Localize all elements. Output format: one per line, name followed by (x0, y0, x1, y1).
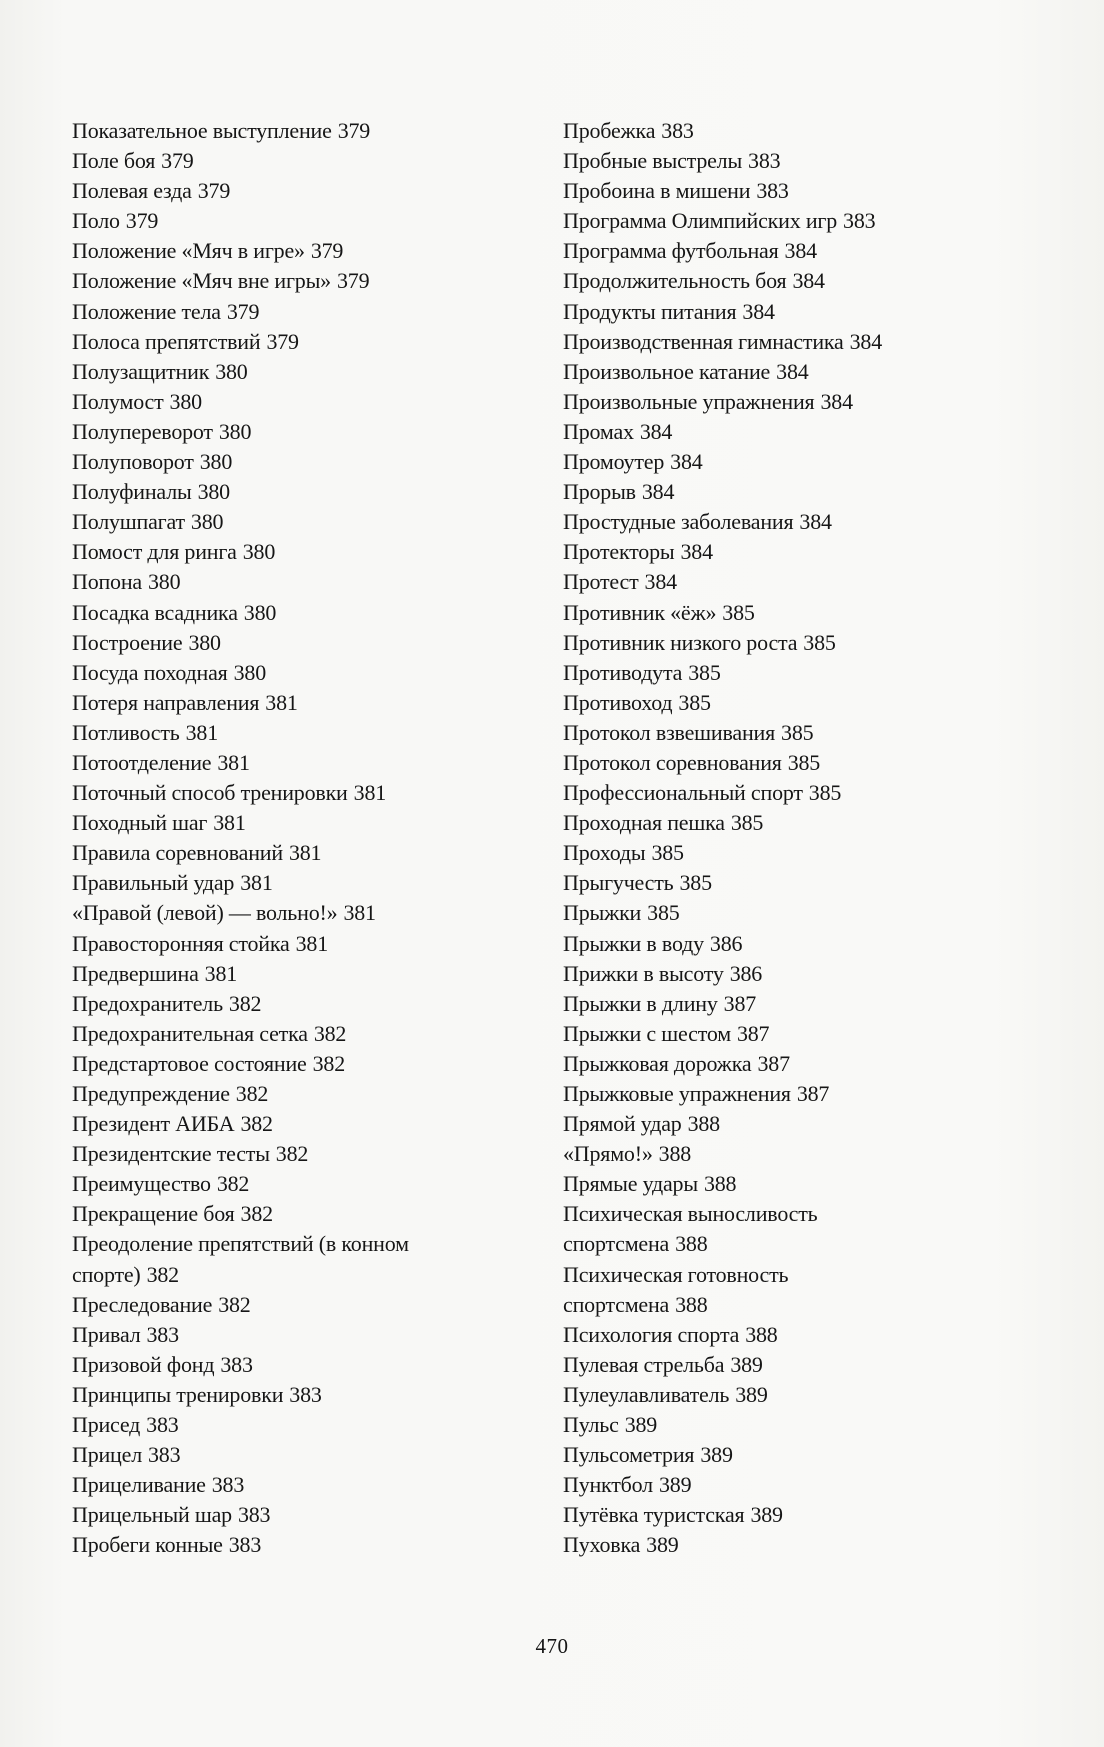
index-page-ref: 381 (213, 810, 246, 836)
index-term: Потливость (72, 719, 180, 745)
index-entry (563, 1139, 1043, 1169)
index-term-continuation-text: спортсмена (563, 1291, 670, 1317)
index-term: Продолжительность боя (563, 268, 787, 294)
index-entry (563, 266, 1043, 296)
index-entry (72, 688, 552, 718)
index-term: Противоход (563, 689, 673, 715)
index-page-ref: 381 (185, 719, 219, 745)
index-entry (72, 868, 552, 898)
index-entry (72, 778, 552, 808)
index-page-ref: 384 (820, 388, 853, 414)
index-term: Проходная пешка (563, 810, 725, 836)
index-entry (72, 1199, 552, 1229)
index-page-ref: 382 (218, 1291, 251, 1317)
index-entry (563, 688, 1043, 718)
index-term: Программа Олимпийских игр (563, 208, 838, 234)
index-entry (563, 1019, 1043, 1049)
index-term: Полуфиналы (72, 479, 192, 505)
index-term: Прыжки в воду (563, 930, 704, 956)
index-term: Привал (72, 1321, 141, 1347)
index-term: Преодоление препятствий (в конном (72, 1231, 409, 1257)
index-page-ref: 381 (343, 900, 376, 926)
index-page-ref: 384 (670, 449, 703, 475)
index-entry (72, 1139, 552, 1169)
index-term: Полуповорот (72, 449, 194, 475)
index-entry (563, 146, 1043, 176)
index-term: Психическая готовность (563, 1261, 789, 1287)
index-term: Потеря направления (72, 689, 260, 715)
index-term: Помост для ринга (72, 539, 237, 565)
index-page-ref: 380 (233, 659, 266, 685)
index-page-ref: 383 (748, 148, 781, 174)
index-page-ref: 379 (125, 208, 159, 234)
index-page-ref: 385 (722, 599, 755, 625)
index-term: Протокол соревнования (563, 749, 782, 775)
index-page-ref: 385 (730, 810, 764, 836)
index-page-ref: 379 (336, 268, 370, 294)
index-entry (563, 537, 1043, 567)
index-term: Президент АИБА (72, 1111, 235, 1137)
index-term: Показательное выступление (72, 118, 332, 143)
index-term: Преследование (72, 1291, 213, 1317)
index-term: Полумост (72, 388, 164, 414)
index-page-ref: 385 (647, 900, 680, 926)
index-entry (563, 929, 1043, 959)
index-page-ref: 387 (723, 990, 757, 1016)
index-entry (72, 537, 552, 567)
index-page-ref: 384 (680, 539, 713, 565)
index-page-ref: 385 (781, 719, 814, 745)
index-term: Предупреждение (72, 1081, 230, 1106)
index-page-ref: 382 (312, 1050, 345, 1076)
index-term: Противник «ёж» (563, 599, 717, 625)
index-page-ref: 382 (146, 1261, 179, 1287)
index-page-ref: 384 (776, 358, 809, 384)
index-page-ref: 386 (729, 960, 763, 986)
index-term: Призовой фонд (72, 1351, 215, 1377)
index-page-ref: 384 (644, 569, 677, 595)
index-term: Противник низкого роста (563, 629, 798, 655)
index-page-ref: 381 (240, 870, 273, 896)
index-entry (72, 1290, 552, 1320)
index-entry (563, 1440, 1043, 1470)
index-term: Прижки в высоту (563, 960, 724, 986)
index-page-ref: 385 (651, 840, 684, 866)
index-entry (72, 236, 552, 266)
index-page-ref: 383 (228, 1532, 262, 1558)
index-term: Прицельный шар (72, 1502, 232, 1528)
index-page-ref: 382 (240, 1111, 273, 1137)
index-term: Поточный способ тренировки (72, 780, 348, 806)
index-page-ref: 383 (843, 208, 876, 234)
index-term: Проходы (563, 840, 646, 866)
index-term: Пулевая стрельба (563, 1351, 725, 1377)
index-term: Принципы тренировки (72, 1381, 284, 1407)
index-entry (563, 628, 1043, 658)
index-entry (563, 1079, 1043, 1109)
index-entry (563, 808, 1043, 838)
index-term: Противодута (563, 659, 683, 685)
index-entry (72, 748, 552, 778)
index-page-ref: 388 (687, 1111, 720, 1137)
index-entry (72, 1530, 552, 1560)
index-page-ref: 383 (211, 1472, 245, 1498)
index-page-ref: 383 (146, 1321, 179, 1347)
index-entry (563, 297, 1043, 327)
index-page-ref: 384 (784, 238, 817, 264)
index-page-ref: 382 (228, 990, 262, 1016)
index-page-ref: 382 (313, 1020, 347, 1046)
index-entry (72, 1410, 552, 1440)
index-entry (72, 507, 552, 537)
index-page-ref: 381 (265, 689, 298, 715)
index-entry (563, 838, 1043, 868)
index-term: Предстартовое состояние (72, 1050, 307, 1076)
index-entry (72, 989, 552, 1019)
index-page-ref: 381 (295, 930, 329, 956)
index-term: Попона (72, 569, 142, 595)
index-entry (72, 1380, 552, 1410)
index-term: Прямые удары (563, 1171, 698, 1197)
index-term: Протекторы (563, 539, 675, 565)
index-entry (72, 146, 552, 176)
index-page-ref: 380 (218, 418, 252, 444)
index-page-ref: 389 (735, 1381, 768, 1407)
index-page-ref: 383 (661, 118, 694, 143)
index-term: Профессиональный спорт (563, 780, 803, 806)
index-entry (72, 1350, 552, 1380)
index-term: Простудные заболевания (563, 509, 794, 535)
index-term: Пробеги конные (72, 1532, 223, 1558)
index-page-ref: 389 (730, 1351, 763, 1377)
index-term: Психология спорта (563, 1321, 740, 1347)
index-entry (563, 206, 1043, 236)
index-page-ref: 386 (709, 930, 743, 956)
index-term: Присед (72, 1412, 141, 1438)
index-entry (563, 959, 1043, 989)
index-entry (563, 176, 1043, 206)
index-column-right (563, 116, 1043, 1561)
index-entry (563, 1260, 1043, 1320)
index-term: Продукты питания (563, 298, 737, 324)
index-term: Положение тела (72, 298, 221, 324)
index-entry (563, 507, 1043, 537)
index-term: Предохранитель (72, 990, 223, 1016)
index-page-ref: 383 (146, 1412, 179, 1438)
index-term: Полевая езда (72, 178, 192, 204)
index-entry (72, 116, 552, 146)
index-entry (72, 1019, 552, 1049)
index-term-continuation-text: спортсмена (563, 1231, 670, 1257)
index-entry (563, 718, 1043, 748)
index-term-continuation (563, 1290, 1043, 1320)
index-page-ref: 388 (745, 1321, 778, 1347)
index-page-ref: 383 (237, 1502, 271, 1528)
index-entry (72, 176, 552, 206)
index-entry (72, 297, 552, 327)
index-page-ref: 381 (204, 960, 238, 986)
index-term: Прицел (72, 1442, 142, 1468)
index-page-ref: 380 (215, 358, 248, 384)
index-page-ref: 383 (147, 1442, 181, 1468)
index-entry (72, 929, 552, 959)
index-entry (563, 1320, 1043, 1350)
index-entry (72, 567, 552, 597)
index-page-ref: 384 (742, 298, 775, 324)
index-page-ref: 382 (240, 1201, 273, 1227)
index-term: Психическая выносливость (563, 1201, 818, 1227)
index-page-ref: 385 (787, 749, 821, 775)
index-entry (563, 868, 1043, 898)
index-page-ref: 389 (658, 1472, 692, 1498)
index-term: Предвершина (72, 960, 199, 986)
index-entry (72, 1440, 552, 1470)
index-term: Пулеулавливатель (563, 1381, 730, 1407)
index-term: Положение «Мяч вне игры» (72, 268, 331, 294)
index-page-ref: 382 (275, 1141, 309, 1167)
index-page-ref: 380 (199, 449, 233, 475)
index-term: Прекращение боя (72, 1201, 235, 1227)
index-entry (72, 1470, 552, 1500)
index-term: Построение (72, 629, 183, 655)
index-entry (72, 1109, 552, 1139)
index-entry (563, 1530, 1043, 1560)
index-page-ref: 385 (678, 689, 711, 715)
index-entry (563, 1049, 1043, 1079)
index-term: Полушпагат (72, 509, 185, 535)
index-term: Полупереворот (72, 418, 213, 444)
index-term: Прицеливание (72, 1472, 206, 1498)
index-entry (72, 206, 552, 236)
index-term: Прямой удар (563, 1111, 682, 1137)
index-entry (563, 1350, 1043, 1380)
index-entry (72, 628, 552, 658)
index-entry (72, 266, 552, 296)
index-page-ref: 384 (799, 509, 832, 535)
index-entry (72, 387, 552, 417)
index-entry (563, 1199, 1043, 1259)
index-term: Президентские тесты (72, 1141, 270, 1167)
index-page-ref: 379 (266, 328, 299, 354)
index-page-ref: 385 (679, 870, 712, 896)
index-page-ref: 385 (803, 629, 836, 655)
index-entry (72, 598, 552, 628)
index-term: Пунктбол (563, 1472, 653, 1498)
index-page-ref: 385 (808, 780, 842, 806)
page-number: 470 (535, 1634, 569, 1658)
index-entry (563, 778, 1043, 808)
index-page-ref: 385 (688, 659, 721, 685)
index-term-continuation (563, 1229, 1043, 1259)
index-entry (72, 1049, 552, 1079)
index-term: Правильный удар (72, 870, 235, 896)
index-entry (563, 387, 1043, 417)
index-term: Прыжковая дорожка (563, 1050, 752, 1076)
index-entry (72, 447, 552, 477)
index-entry (72, 1500, 552, 1530)
index-entry (563, 598, 1043, 628)
index-page-ref: 384 (639, 418, 673, 444)
index-term: Пульс (563, 1412, 619, 1438)
index-term-continuation-text: спорте) (72, 1261, 141, 1287)
index-page-ref: 383 (220, 1351, 253, 1377)
index-entry (563, 1169, 1043, 1199)
index-entry (563, 417, 1043, 447)
index-term: Пульсометрия (563, 1442, 695, 1468)
index-page-ref: 379 (337, 118, 371, 143)
index-term: Произвольные упражнения (563, 388, 815, 414)
index-term: «Правой (левой) — вольно!» (72, 900, 338, 926)
index-page-ref: 382 (235, 1081, 269, 1106)
index-entry (563, 447, 1043, 477)
index-entry (72, 808, 552, 838)
index-page-ref: 380 (197, 479, 230, 505)
index-term: Поло (72, 208, 120, 234)
index-entry (563, 1109, 1043, 1139)
index-entry (72, 658, 552, 688)
index-term: Программа футбольная (563, 238, 779, 264)
index-term: Промоутер (563, 449, 665, 475)
index-term: Положение «Мяч в игре» (72, 238, 305, 264)
index-entry (563, 477, 1043, 507)
index-entry (563, 1500, 1043, 1530)
index-term: Прыжки (563, 900, 642, 926)
index-entry (563, 748, 1043, 778)
index-term: Произвольное катание (563, 358, 771, 384)
index-entry (563, 327, 1043, 357)
index-term: Правосторонняя стойка (72, 930, 290, 956)
index-entry (72, 838, 552, 868)
index-entry (72, 718, 552, 748)
index-term: Пробежка (563, 118, 656, 143)
index-page-ref: 379 (197, 178, 231, 204)
index-entry (72, 1169, 552, 1199)
index-term: Прорыв (563, 479, 636, 505)
index-entry (72, 959, 552, 989)
index-term: Посуда походная (72, 659, 228, 685)
index-entry (72, 1320, 552, 1350)
index-entry (563, 1380, 1043, 1410)
index-page-ref: 389 (700, 1442, 733, 1468)
index-entry (563, 1410, 1043, 1440)
index-page-ref: 388 (675, 1231, 708, 1257)
index-term: Протест (563, 569, 639, 595)
index-page-ref: 381 (353, 780, 387, 806)
index-page-ref: 380 (190, 509, 224, 535)
index-page-ref: 380 (243, 599, 277, 625)
index-entry (72, 357, 552, 387)
index-term: Правила соревнований (72, 840, 283, 866)
index-page-ref: 389 (646, 1532, 679, 1558)
index-entry (72, 477, 552, 507)
index-entry (72, 327, 552, 357)
index-page-ref: 382 (216, 1171, 250, 1197)
index-term: Предохранительная сетка (72, 1020, 308, 1046)
index-page-ref: 389 (624, 1412, 658, 1438)
index-page-ref: 384 (849, 328, 883, 354)
index-page-ref: 387 (757, 1050, 790, 1076)
index-page-ref: 381 (288, 840, 322, 866)
index-entry (563, 989, 1043, 1019)
index-entry (563, 898, 1043, 928)
index-term: Преимущество (72, 1171, 211, 1197)
index-term: Полоса препятствий (72, 328, 261, 354)
index-term: Прыжковые упражнения (563, 1081, 791, 1106)
index-column-left (72, 116, 552, 1561)
index-entry (563, 357, 1043, 387)
index-term: Пуховка (563, 1532, 641, 1558)
index-entry (563, 236, 1043, 266)
index-term: Потоотделение (72, 749, 212, 775)
index-term: Прыгучесть (563, 870, 674, 896)
index-term-continuation (72, 1260, 552, 1290)
index-term: Протокол взвешивания (563, 719, 776, 745)
index-term: Полузащитник (72, 358, 210, 384)
index-page-ref: 384 (641, 479, 675, 505)
index-term: Прыжки в длину (563, 990, 718, 1016)
index-entry (72, 1079, 552, 1109)
index-entry (563, 1470, 1043, 1500)
index-page-ref: 381 (217, 749, 250, 775)
index-term: Пробоина в мишени (563, 178, 751, 204)
index-entry (72, 1229, 552, 1289)
index-term: Пробные выстрелы (563, 148, 743, 174)
index-entry (563, 567, 1043, 597)
index-entry (72, 417, 552, 447)
index-term: Посадка всадника (72, 599, 238, 625)
index-page-ref: 384 (792, 268, 825, 294)
index-term: Производственная гимнастика (563, 328, 844, 354)
index-term: «Прямо!» (563, 1141, 653, 1167)
index-page-ref: 388 (658, 1141, 692, 1167)
index-page-ref: 380 (242, 539, 276, 565)
index-page-ref: 380 (188, 629, 221, 655)
index-page-ref: 387 (736, 1020, 770, 1046)
index-term: Поле боя (72, 148, 156, 174)
index-page-ref: 383 (756, 178, 789, 204)
index-page-ref: 387 (796, 1081, 830, 1106)
index-page-ref: 380 (148, 569, 181, 595)
index-page-ref: 379 (310, 238, 344, 264)
index-page-ref: 388 (703, 1171, 737, 1197)
index-term: Прыжки с шестом (563, 1020, 731, 1046)
index-page-ref: 389 (750, 1502, 783, 1528)
index-page-ref: 380 (169, 388, 202, 414)
index-entry (563, 658, 1043, 688)
index-page-ref: 379 (226, 298, 260, 324)
index-entry (72, 898, 552, 928)
index-page-ref: 383 (289, 1381, 322, 1407)
index-term: Походный шаг (72, 810, 208, 836)
index-page-ref: 388 (675, 1291, 708, 1317)
index-term: Промах (563, 418, 634, 444)
index-term: Путёвка туристская (563, 1502, 745, 1528)
index-page-ref: 379 (161, 148, 194, 174)
index-entry (563, 116, 1043, 146)
